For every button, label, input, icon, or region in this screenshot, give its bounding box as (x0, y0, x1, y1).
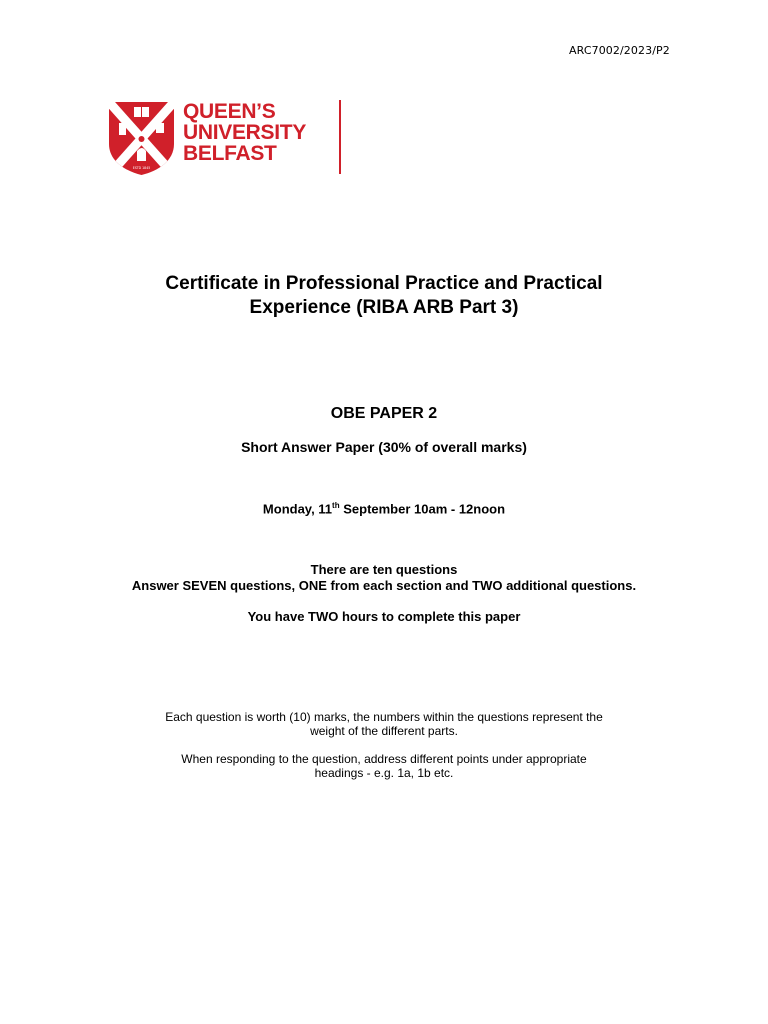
headings-note (0, 752, 768, 780)
logo-divider (339, 100, 341, 174)
instructions-line-1: There are ten questions (310, 562, 458, 577)
time-instruction: You have TWO hours to complete this paper (247, 609, 521, 624)
date-prefix: Monday, 11 (262, 501, 333, 517)
paper-subtitle: Short Answer Paper (30% of overall marks) (241, 439, 527, 455)
paper-title: OBE PAPER 2 (330, 405, 438, 422)
date-ordinal: th (332, 501, 340, 510)
marks-note-line-2: weight of the different parts. (310, 724, 458, 738)
exam-date (0, 501, 768, 516)
title-line-2: Experience (RIBA ARB Part 3) (249, 297, 519, 318)
instructions (0, 562, 768, 594)
document-reference: ARC7002/2023/P2 (569, 44, 670, 57)
headings-note-line-2: headings - e.g. 1a, 1b etc. (314, 766, 454, 780)
document-title (0, 272, 768, 320)
marks-note-line-1: Each question is worth (10) marks, the numbers within the questions represent the (165, 710, 603, 724)
wordmark-line-3: BELFAST (183, 142, 277, 165)
instructions-line-2: Answer SEVEN questions, ONE from each section and TWO additional questions. (131, 578, 637, 593)
wordmark-line-2: UNIVERSITY (183, 121, 307, 144)
university-wordmark (183, 101, 306, 164)
marks-note (0, 710, 768, 738)
svg-text:ESTD 1845: ESTD 1845 (132, 166, 151, 170)
wordmark-line-1: QUEEN’S (183, 100, 276, 123)
headings-note-line-1: When responding to the question, address different points under appropriate (181, 752, 587, 766)
date-rest: September 10am - 12noon (339, 501, 506, 517)
title-line-1: Certificate in Professional Practice and Practical (165, 273, 603, 294)
